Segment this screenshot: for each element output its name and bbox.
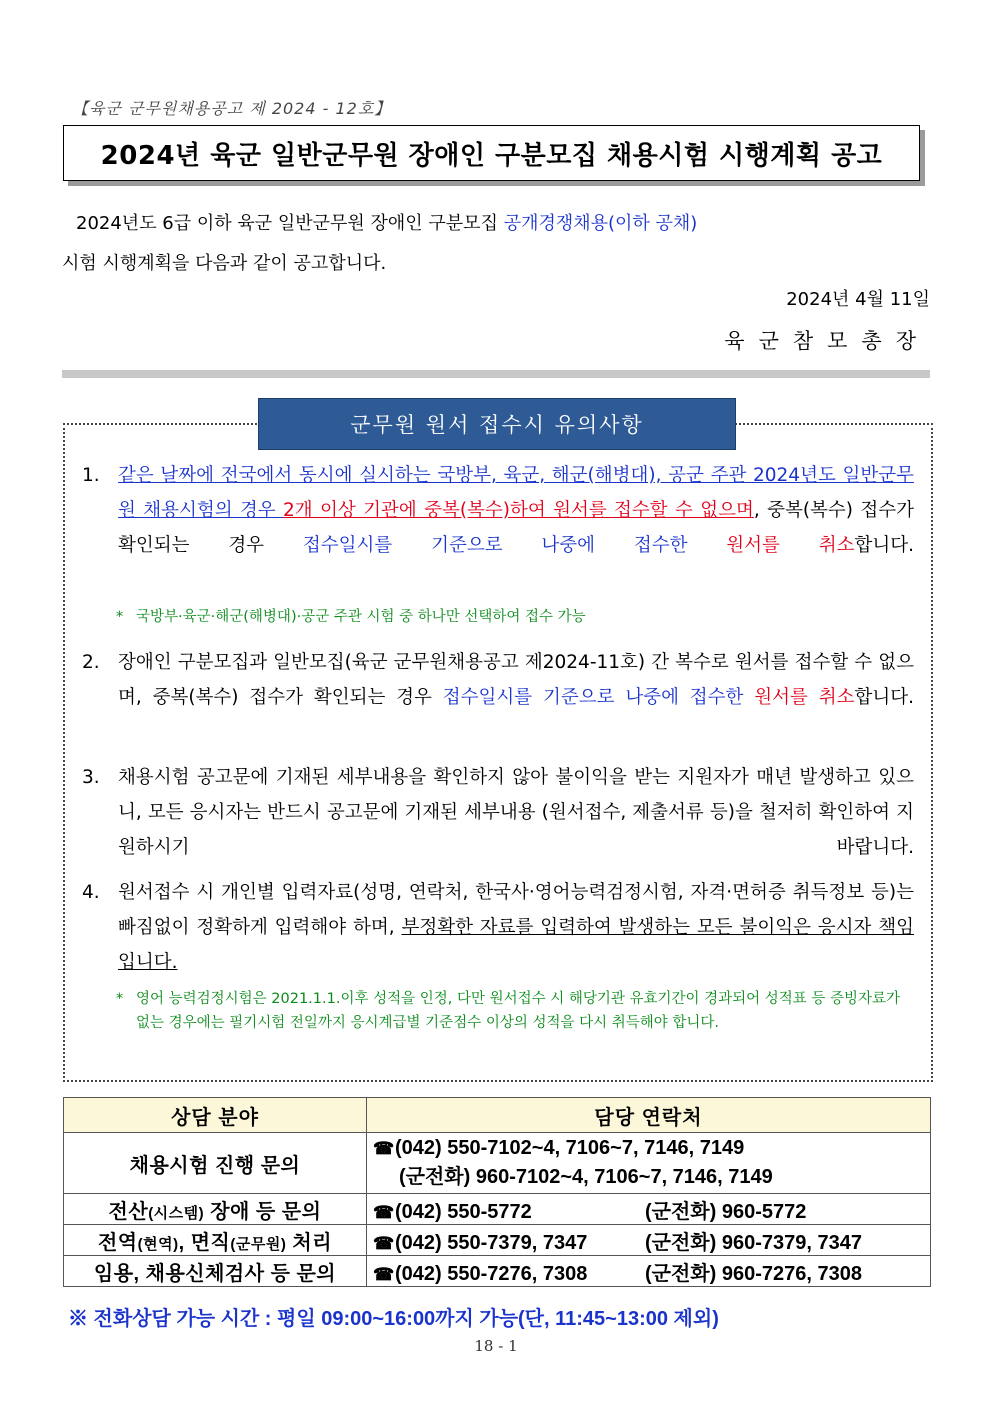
category-cell: 임용, 채용신체검사 등 문의 — [64, 1256, 367, 1287]
item-text: 장애인 구분모집과 일반모집(육군 군무원채용공고 제2024-11호) 간 복수로 원서를 접수할 수 없으며, 중복(복수) 접수가 확인되는 경우 — [118, 652, 914, 708]
note-star: * — [116, 609, 124, 625]
notice-item-2 — [82, 645, 914, 715]
notice-heading: 군무원 원서 접수시 유의사항 — [258, 398, 736, 450]
item-text: 합니다. — [854, 535, 914, 556]
note-1 — [116, 605, 916, 629]
notice-item-3 — [82, 760, 914, 865]
divider — [62, 370, 930, 378]
item-warning: 원서를 취소 — [754, 687, 855, 708]
notice-item-4 — [82, 875, 914, 980]
contact-cell — [367, 1225, 931, 1256]
military-phone: (군전화) 960-7276, 7308 — [645, 1262, 862, 1285]
category-text: 장애 등 문의 — [204, 1200, 322, 1223]
category-cell: 채용시험 진행 문의 — [64, 1133, 367, 1194]
item-text: 채용시험 공고문에 기재된 세부내용을 확인하지 않아 불이익을 받는 지원자가 매년 발생하고 있으니, 모든 응시자는 반드시 공고문에 기재된 세부내용 (원서접수, 제출서류 등)을 철저히 확인하여 지원하시기 바랍니다. — [118, 767, 914, 858]
phone-icon: ☎ — [373, 1233, 395, 1253]
document-number: 【육군 군무원채용공고 제 2024 - 12호】 — [72, 99, 392, 118]
category-sub: (시스템) — [148, 1204, 205, 1222]
intro-text: 2024년도 6급 이하 육군 일반군무원 장애인 구분모집 — [76, 213, 504, 234]
item-highlight: 접수일시를 기준으로 나중에 접수한 — [302, 535, 727, 556]
item-warning: 원서를 취소 — [726, 535, 855, 556]
contact-table — [63, 1097, 931, 1287]
page-number: 18 - 1 — [474, 1337, 518, 1355]
intro-line-2: 시험 시행계획을 다음과 같이 공고합니다. — [62, 253, 387, 274]
item-number: 2. — [82, 652, 100, 673]
phone-number: (042) 550-7379, 7347 — [395, 1231, 588, 1254]
note-star: * — [116, 991, 124, 1007]
item-text: 합니다. — [854, 687, 914, 708]
phone-icon: ☎ — [373, 1139, 395, 1158]
phone-icon: ☎ — [373, 1264, 395, 1284]
item-warning: 2개 이상 기관에 중복(복수)하여 원서를 접수할 수 없으며 — [283, 500, 754, 521]
phone-number: (042) 550-7102~4, 7106~7, 7146, 7149 — [395, 1137, 745, 1159]
item-text: 원서접수 시 개인별 입력자료(성명, 연락처, 한국사·영어능력검정시험, 자격·면허증 취득정보 등)는 빠짐없이 정확하게 입력해야 하며, — [118, 882, 914, 938]
category-text: 처리 — [286, 1231, 333, 1254]
contact-cell — [367, 1256, 931, 1287]
item-highlight: 접수일시를 기준으로 나중에 접수한 — [442, 687, 755, 708]
table-row — [64, 1133, 931, 1194]
contact-cell — [367, 1194, 931, 1225]
item-number: 1. — [82, 465, 100, 486]
item-number: 3. — [82, 767, 100, 788]
column-header: 상담 분야 — [64, 1098, 367, 1133]
item-text: 같은 날짜에 전국에서 동시에 실시하는 국방부, 육군, 해군(해병대), 공군 주관 2024년도 일반군무원 채용시험의 경우 — [118, 465, 914, 521]
issuer: 육군참모총장 — [724, 329, 930, 353]
contact-cell — [367, 1133, 931, 1194]
announcement-date: 2024년 4월 11일 — [786, 289, 930, 310]
item-emphasis: 부정확한 자료를 입력하여 발생하는 모든 불이익은 응시자 책임입니다. — [118, 917, 914, 973]
intro-line-1 — [62, 208, 932, 240]
title-box — [63, 125, 920, 181]
note-text: 국방부·육군·해군(해병대)·공군 주관 시험 중 하나만 선택하여 접수 가능 — [136, 609, 586, 625]
page-title: 2024년 육군 일반군무원 장애인 구분모집 채용시험 시행계획 공고 — [100, 140, 883, 171]
note-text: 영어 능력검정시험은 2021.1.1.이후 성적을 인정, 다만 원서접수 시 해당기관 유효기간이 경과되어 성적표 등 증빙자료가 없는 경우에는 필기시험 전일까지 응시계급별 기준점수 이상의 성적을 다시 취득해야 합니다. — [136, 991, 901, 1031]
table-row — [64, 1194, 931, 1225]
table-header-row — [64, 1098, 931, 1133]
category-sub: (군무원) — [230, 1235, 287, 1253]
notice-item-1 — [82, 458, 914, 563]
category-sub: (현역) — [137, 1235, 179, 1253]
category-text: 전산 — [108, 1200, 149, 1223]
phone-number: (042) 550-7276, 7308 — [395, 1262, 588, 1285]
column-header: 담당 연락처 — [367, 1098, 931, 1133]
consultation-hours-note: ※ 전화상담 가능 시간 : 평일 09:00~16:00까지 가능(단, 11:45~13:00 제외) — [68, 1308, 719, 1330]
intro-highlight: 공개경쟁채용(이하 공채) — [503, 213, 698, 234]
item-number: 4. — [82, 882, 100, 903]
military-phone: (군전화) 960-7379, 7347 — [645, 1231, 862, 1254]
category-cell — [64, 1225, 367, 1256]
military-phone: (군전화) 960-5772 — [645, 1200, 807, 1223]
note-2 — [116, 987, 916, 1035]
phone-icon: ☎ — [373, 1202, 395, 1222]
table-row — [64, 1225, 931, 1256]
category-text: 전역 — [97, 1231, 138, 1254]
table-row — [64, 1256, 931, 1287]
category-cell — [64, 1194, 367, 1225]
phone-number: (042) 550-5772 — [395, 1200, 532, 1223]
military-phone: (군전화) 960-7102~4, 7106~7, 7146, 7149 — [399, 1166, 773, 1188]
item-text: , 중복(복수) 접수가 확인되는 경우 — [118, 500, 914, 556]
category-text: , 면직 — [178, 1231, 231, 1254]
